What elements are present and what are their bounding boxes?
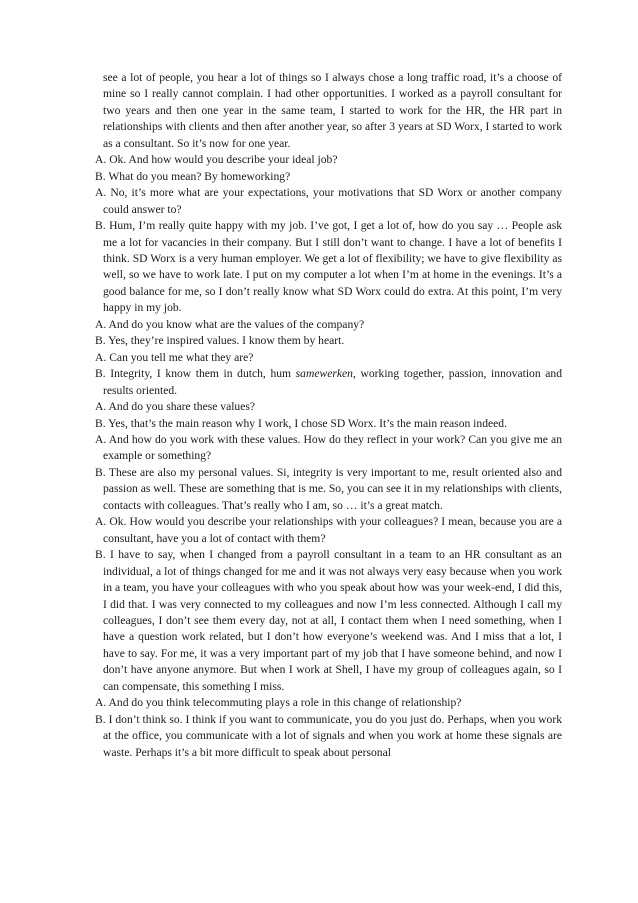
document-page xyxy=(95,70,562,761)
question-paragraph: A. And do you know what are the values of the company? xyxy=(95,317,365,331)
speaker-label: A. xyxy=(95,515,107,529)
speaker-label: B. xyxy=(95,367,106,381)
question-paragraph: A. And do you think telecommuting plays a role in this change of relationship? xyxy=(95,696,462,710)
speaker-label: A. xyxy=(95,186,107,200)
speaker-label: B. xyxy=(95,334,106,348)
answer-paragraph: B. I have to say, when I changed from a payroll consultant in a team to an HR consultant as an individual, a lot of things changed for me and it was not always very easy because when you work in a team, you have your colleagues with who you speak about how was your week-end, I did this, I did that. I was very connected to my colleagues and now I’m less connected. Although I call my colleagues, I don’t see them every day, not at all, I contact them when I need something, when I have a question work related, but I don’t how everyone’s weekend was. And I miss that a lot, I have to say. For me, it was a very important part of my job that I have someone behind, and now I don’t have anyone anymore. But when I work at Shell, I have my group of colleagues again, so I can compensate, this something I miss. xyxy=(95,548,562,693)
answer-paragraph: B. I don’t think so. I think if you want to communicate, you do you just do. Perhaps, when you work at the office, you communicate with a lot of signals and when you work at home these signals are waste. Perhaps it’s a bit more difficult to speak about personal xyxy=(95,712,563,759)
question-paragraph: A. Can you tell me what they are? xyxy=(95,350,254,364)
answer-paragraph: B. Yes, that’s the main reason why I work, I chose SD Worx. It’s the main reason indeed. xyxy=(95,416,507,430)
speaker-label: B. xyxy=(95,548,106,562)
speaker-label: B. xyxy=(95,465,106,479)
speaker-label: A. xyxy=(95,153,107,167)
speaker-label: B. xyxy=(95,219,106,233)
speaker-label: A. xyxy=(95,317,107,331)
speaker-label: B. xyxy=(95,169,106,183)
question-paragraph: A. No, it’s more what are your expectations, your motivations that SD Worx or another company could answer to? xyxy=(95,186,563,216)
answer-paragraph: B. These are also my personal values. Si, integrity is very important to me, result oriented also and passion as well. These are something that is me. So, you can see it in my relationships with clients, contacts with colleagues. That’s really who I am, so … it’s a great match. xyxy=(95,465,562,512)
speaker-label: B. xyxy=(95,712,106,726)
emphasized-word: samewerken xyxy=(295,367,353,381)
question-paragraph: A. Ok. And how would you describe your ideal job? xyxy=(95,153,338,167)
speaker-label: A. xyxy=(95,432,107,446)
answer-paragraph: B. Yes, they’re inspired values. I know them by heart. xyxy=(95,334,345,348)
speaker-label: A. xyxy=(95,696,107,710)
question-paragraph: A. And do you share these values? xyxy=(95,400,256,414)
speaker-label: B. xyxy=(95,416,106,430)
answer-paragraph: B. What do you mean? By homeworking? xyxy=(95,169,291,183)
answer-paragraph: B. Integrity, I know them in dutch, hum samewerken, working together, passion, innovation and results oriented. xyxy=(95,367,562,397)
paragraph-continuation: see a lot of people, you hear a lot of things so I always chose a long traffic road, it’s a choose of mine so I really cannot complain. I had other opportunities. I worked as a payroll consultant for two years and then one year in the same team, I started to work for the HR, the HR part in relationships with clients and then after another year, so after 3 years at SD Worx, I started to work as a consultant. So it’s now for one year. xyxy=(103,71,562,150)
speaker-label: A. xyxy=(95,400,107,414)
question-paragraph: A. Ok. How would you describe your relationships with your colleagues? I mean, because you are a consultant, have you a lot of contact with them? xyxy=(95,515,562,545)
question-paragraph: A. And how do you work with these values. How do they reflect in your work? Can you give me an example or something? xyxy=(95,432,562,463)
speaker-label: A. xyxy=(95,350,107,364)
answer-paragraph: B. Hum, I’m really quite happy with my job. I’ve got, I get a lot of, how do you say … People ask me a lot for vacancies in their company. But I still don’t want to change. I have a lot of benefits I think. SD Worx is a very human employer. We get a lot of flexibility; we have to give flexibility as well, so we have to work late. I put on my computer a lot when I’m at home in the evenings. It’s a good balance for me, so I don’t really know what SD Worx could do extra. At this point, I’m very happy in my job. xyxy=(95,219,562,315)
